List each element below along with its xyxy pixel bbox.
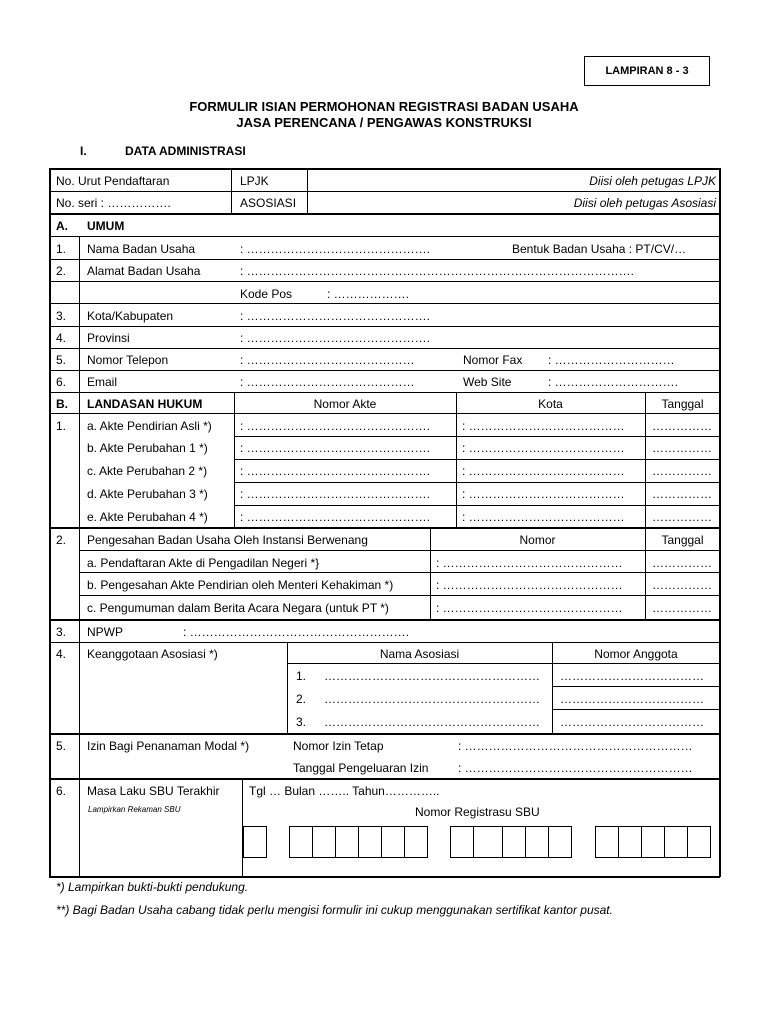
izin-label: Izin Bagi Penanaman Modal *) <box>87 739 250 753</box>
masa-laku-label: Masa Laku SBU Terakhir <box>87 784 220 798</box>
npwp-field[interactable]: : ………………………………………………. <box>183 625 410 639</box>
sbu-digit-box[interactable] <box>525 826 549 858</box>
alamat-label: Alamat Badan Usaha <box>87 264 201 278</box>
provinsi-field[interactable]: : ………………………………………. <box>240 331 431 345</box>
asosiasi-nomor-field[interactable]: ……………………………… <box>560 692 704 706</box>
row-number: 6. <box>56 784 67 798</box>
asosiasi-label: ASOSIASI <box>240 196 297 210</box>
sbu-digit-box[interactable] <box>358 826 382 858</box>
pengesahan-row-label: a. Pendaftaran Akte di Pengadilan Negeri *} <box>87 556 320 570</box>
pengesahan-label: Pengesahan Badan Usaha Oleh Instansi Berwenang <box>87 533 368 547</box>
row-number: 3. <box>56 625 67 639</box>
tgl-bulan-tahun-field[interactable]: Tgl … Bulan …….. Tahun………….. <box>249 784 440 798</box>
sbu-digit-box[interactable] <box>664 826 688 858</box>
lampirkan-sbu-note: Lampirkan Rekaman SBU <box>88 805 181 814</box>
asosiasi-note: Diisi oleh petugas Asosiasi <box>573 196 716 210</box>
section-b-letter: B. <box>56 397 68 411</box>
akte-kota-field[interactable]: : ………………………………… <box>462 441 625 455</box>
sbu-digit-box[interactable] <box>641 826 665 858</box>
asosiasi-nama-field[interactable]: ……………………………………………… <box>324 669 540 683</box>
col-nomor-akte: Nomor Akte <box>313 397 377 411</box>
footnote-1: *) Lampirkan bukti-bukti pendukung. <box>56 880 249 894</box>
asosiasi-row-number: 2. <box>296 692 307 706</box>
akte-nomor-field[interactable]: : ………………………………………. <box>240 441 431 455</box>
asosiasi-nomor-field[interactable]: ……………………………… <box>560 715 704 729</box>
no-seri-label[interactable]: No. seri : ……………. <box>56 196 171 210</box>
akte-row-label: d. Akte Perubahan 3 *) <box>87 487 208 501</box>
sbu-digit-box[interactable] <box>473 826 503 858</box>
kode-pos-label: Kode Pos <box>240 287 293 301</box>
akte-tanggal-field[interactable]: …………… <box>652 441 712 455</box>
asosiasi-row-number: 3. <box>296 715 307 729</box>
row-number: 6. <box>56 375 67 389</box>
sbu-digit-box[interactable] <box>335 826 359 858</box>
row-number: 4. <box>56 647 67 661</box>
alamat-field[interactable]: : ……………………………………………………………………………………. <box>240 264 635 278</box>
row-number: 1. <box>56 242 67 256</box>
pengesahan-row-label: b. Pengesahan Akte Pendirian oleh Menteri Kehakiman *) <box>87 578 394 592</box>
telepon-label: Nomor Telepon <box>87 353 169 367</box>
sbu-digit-box[interactable] <box>312 826 336 858</box>
lampiran-label: LAMPIRAN 8 - 3 <box>605 65 689 77</box>
lampiran-box <box>584 56 710 86</box>
akte-row-label: e. Akte Perubahan 4 *) <box>87 510 208 524</box>
sbu-digit-box[interactable] <box>243 826 267 858</box>
website-label: Web Site <box>463 375 512 389</box>
footnote-2: **) Bagi Badan Usaha cabang tidak perlu mengisi formulir ini cukup menggunakan sertifikat kantor pusat. <box>56 903 613 917</box>
no-urut-label: No. Urut Pendaftaran <box>56 174 170 188</box>
telepon-field[interactable]: : …………………………………… <box>240 353 415 367</box>
pengesahan-tanggal-field[interactable]: …………… <box>652 601 712 615</box>
sbu-digit-box[interactable] <box>404 826 428 858</box>
form-title-line1: FORMULIR ISIAN PERMOHONAN REGISTRASI BADAN USAHA <box>189 99 579 114</box>
sbu-digit-box[interactable] <box>687 826 711 858</box>
section-a-title: UMUM <box>87 219 125 233</box>
lpjk-note: Diisi oleh petugas LPJK <box>589 174 716 188</box>
asosiasi-nomor-field[interactable]: ……………………………… <box>560 669 704 683</box>
akte-row-label: a. Akte Pendirian Asli *) <box>87 419 212 433</box>
website-field[interactable]: : …………………………. <box>548 375 679 389</box>
akte-tanggal-field[interactable]: …………… <box>652 419 712 433</box>
izin-tetap-label: Nomor Izin Tetap <box>293 739 384 753</box>
kode-pos-field[interactable]: : ………………. <box>327 287 410 301</box>
akte-nomor-field[interactable]: : ………………………………………. <box>240 510 431 524</box>
kota-label: Kota/Kabupaten <box>87 309 174 323</box>
tanggal-izin-field[interactable]: : ………………………………………………… <box>458 761 693 775</box>
form-title-line2: JASA PERENCANA / PENGAWAS KONSTRUKSI <box>236 115 532 130</box>
akte-kota-field[interactable]: : ………………………………… <box>462 464 625 478</box>
row-number: 5. <box>56 739 67 753</box>
email-label: Email <box>87 375 118 389</box>
kota-field[interactable]: : ………………………………………. <box>240 309 431 323</box>
row-number: 2. <box>56 533 67 547</box>
section-number: I. <box>80 144 87 158</box>
section-b-title: LANDASAN HUKUM <box>87 397 203 411</box>
row-number: 1. <box>56 419 67 433</box>
pengesahan-tanggal-field[interactable]: …………… <box>652 578 712 592</box>
sbu-digit-box[interactable] <box>548 826 572 858</box>
fax-label: Nomor Fax <box>463 353 523 367</box>
sbu-digit-box[interactable] <box>502 826 526 858</box>
lpjk-label: LPJK <box>240 174 269 188</box>
asosiasi-nama-field[interactable]: ……………………………………………… <box>324 715 540 729</box>
col-kota: Kota <box>538 397 563 411</box>
nomor-registrasi-sbu-label: Nomor Registrasu SBU <box>415 805 540 819</box>
pengesahan-row-label: c. Pengumuman dalam Berita Acara Negara (untuk PT *) <box>87 601 389 615</box>
sbu-digit-box[interactable] <box>595 826 619 858</box>
col-tanggal: Tanggal <box>661 397 704 411</box>
row-number: 3. <box>56 309 67 323</box>
pengesahan-nomor-field[interactable]: : ……………………………………… <box>436 556 623 570</box>
sbu-digit-box[interactable] <box>381 826 405 858</box>
tanggal-izin-label: Tanggal Pengeluaran Izin <box>293 761 429 775</box>
col-nomor-anggota: Nomor Anggota <box>594 647 678 661</box>
pengesahan-tanggal-field[interactable]: …………… <box>652 556 712 570</box>
akte-row-label: c. Akte Perubahan 2 *) <box>87 464 208 478</box>
nama-badan-usaha-field[interactable]: : ………………………………………. <box>240 242 431 256</box>
akte-row-label: b. Akte Perubahan 1 *) <box>87 441 208 455</box>
email-field[interactable]: : …………………………………… <box>240 375 415 389</box>
sbu-digit-box[interactable] <box>289 826 313 858</box>
sbu-digit-box[interactable] <box>450 826 474 858</box>
akte-tanggal-field[interactable]: …………… <box>652 487 712 501</box>
akte-nomor-field[interactable]: : ………………………………………. <box>240 487 431 501</box>
section-a-letter: A. <box>56 219 68 233</box>
akte-kota-field[interactable]: : ………………………………… <box>462 487 625 501</box>
akte-tanggal-field[interactable]: …………… <box>652 510 712 524</box>
keanggotaan-label: Keanggotaan Asosiasi *) <box>87 647 218 661</box>
row-number: 5. <box>56 353 67 367</box>
col-nomor: Nomor <box>519 533 556 547</box>
akte-kota-field[interactable]: : ………………………………… <box>462 419 625 433</box>
col-nama-asosiasi: Nama Asosiasi <box>379 647 460 661</box>
asosiasi-nama-field[interactable]: ……………………………………………… <box>324 692 540 706</box>
akte-kota-field[interactable]: : ………………………………… <box>462 510 625 524</box>
sbu-digit-box[interactable] <box>618 826 642 858</box>
bentuk-badan-usaha-field[interactable]: Bentuk Badan Usaha : PT/CV/… <box>512 242 687 256</box>
pengesahan-nomor-field[interactable]: : ……………………………………… <box>436 601 623 615</box>
provinsi-label: Provinsi <box>87 331 130 345</box>
akte-tanggal-field[interactable]: …………… <box>652 464 712 478</box>
asosiasi-row-number: 1. <box>296 669 307 683</box>
pengesahan-nomor-field[interactable]: : ……………………………………… <box>436 578 623 592</box>
row-number: 2. <box>56 264 67 278</box>
akte-nomor-field[interactable]: : ………………………………………. <box>240 464 431 478</box>
nama-badan-usaha-label: Nama Badan Usaha <box>87 242 196 256</box>
col-tanggal: Tanggal <box>661 533 704 547</box>
row-number: 4. <box>56 331 67 345</box>
section-title: DATA ADMINISTRASI <box>125 144 246 158</box>
akte-nomor-field[interactable]: : ………………………………………. <box>240 419 431 433</box>
izin-tetap-field[interactable]: : ………………………………………………… <box>458 739 693 753</box>
npwp-label: NPWP <box>87 625 123 639</box>
fax-field[interactable]: : ………………………… <box>548 353 675 367</box>
